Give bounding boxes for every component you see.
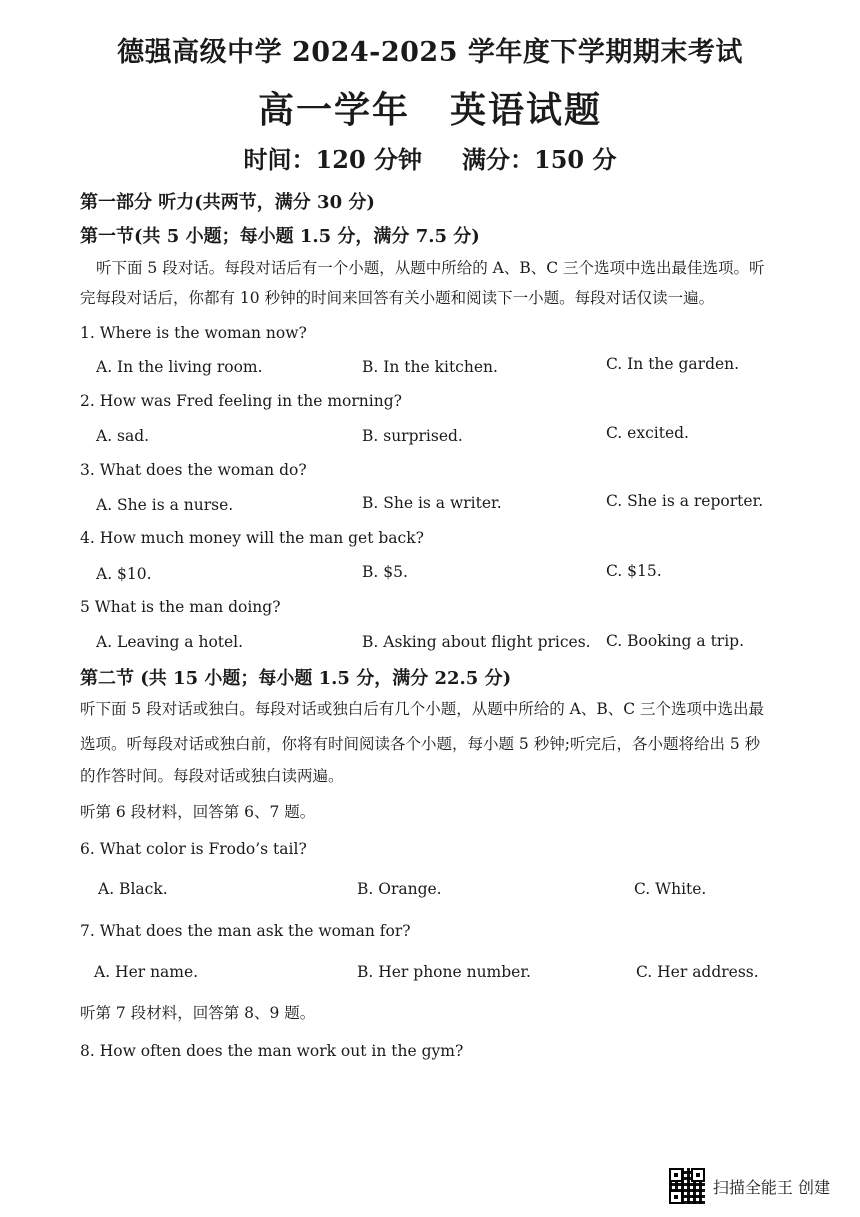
q4-option-b: B. $5. [362, 563, 408, 581]
q3-option-c: C. She is a reporter. [606, 492, 764, 510]
section1-instructions-line1: 听下面 5 段对话。每段对话后有一个小题，从题中所给的 A、B、C 三个选项中选出最佳选项。听 [96, 259, 765, 277]
listening-note-7: 听第 7 段材料，回答第 8、9 题。 [80, 1004, 316, 1022]
exam-title-grade: 高一学年 [257, 89, 410, 131]
q6-option-a: A. Black. [98, 880, 168, 898]
question-3: 3. What does the woman do? [80, 461, 307, 479]
q3-option-a: A. She is a nurse. [96, 496, 234, 514]
q7-option-a: A. Her name. [94, 963, 199, 981]
exam-title [0, 82, 860, 133]
section2-heading: 第二节 (共 15 小题；每小题 1.5 分，满分 22.5 分) [80, 668, 512, 689]
question-8: 8. How often does the man work out in the gym? [80, 1042, 464, 1060]
q1-option-c: C. In the garden. [606, 355, 740, 373]
question-6: 6. What color is Frodo’s tail? [80, 840, 307, 858]
school-title: 德强高级中学 2024-2025 学年度下学期期末考试 [117, 37, 743, 68]
question-7: 7. What does the man ask the woman for? [80, 922, 411, 940]
exam-time-score [0, 140, 860, 175]
q5-option-c: C. Booking a trip. [606, 632, 745, 650]
question-1: 1. Where is the woman now? [80, 324, 307, 342]
q7-option-b: B. Her phone number. [357, 963, 531, 981]
section2-instructions-line3: 的作答时间。每段对话或独白读两遍。 [80, 767, 344, 785]
q5-option-a: A. Leaving a hotel. [96, 633, 244, 651]
part1-heading: 第一部分 听力(共两节，满分 30 分) [80, 192, 375, 213]
section1-instructions-line2: 完每段对话后，你都有 10 秒钟的时间来回答有关小题和阅读下一小题。每段对话仅读一遍。 [80, 289, 715, 307]
q7-option-c: C. Her address. [636, 963, 759, 981]
q1-option-a: A. In the living room. [96, 358, 263, 376]
q6-option-c: C. White. [634, 880, 707, 898]
q2-option-a: A. sad. [96, 427, 150, 445]
q2-option-b: B. surprised. [362, 427, 463, 445]
exam-title-subject: 英语试题 [450, 89, 603, 131]
q3-option-b: B. She is a writer. [362, 494, 502, 512]
question-2: 2. How was Fred feeling in the morning? [80, 392, 402, 410]
q1-option-b: B. In the kitchen. [362, 358, 498, 376]
section1-heading: 第一节(共 5 小题；每小题 1.5 分，满分 7.5 分) [80, 226, 480, 247]
qr-code-icon [669, 1168, 705, 1204]
q4-option-a: A. $10. [96, 565, 152, 583]
listening-note-6: 听第 6 段材料，回答第 6、7 题。 [80, 803, 316, 821]
score-label: 满分：150 分 [462, 145, 617, 174]
q4-option-c: C. $15. [606, 562, 662, 580]
section2-instructions-line1: 听下面 5 段对话或独白。每段对话或独白后有几个小题，从题中所给的 A、B、C 三个选项中选出最 [80, 700, 765, 718]
q2-option-c: C. excited. [606, 424, 689, 442]
question-4: 4. How much money will the man get back? [80, 529, 424, 547]
q5-option-b: B. Asking about flight prices. [362, 633, 591, 651]
time-label: 时间：120 分钟 [243, 145, 422, 174]
scanner-watermark [669, 1168, 830, 1204]
section2-instructions-line2: 选项。听每段对话或独白前，你将有时间阅读各个小题，每小题 5 秒钟;听完后，各小题将给出 5 秒 [80, 735, 761, 753]
q6-option-b: B. Orange. [357, 880, 442, 898]
watermark-label: 扫描全能王 创建 [712, 1177, 830, 1197]
question-5: 5 What is the man doing? [80, 598, 281, 616]
